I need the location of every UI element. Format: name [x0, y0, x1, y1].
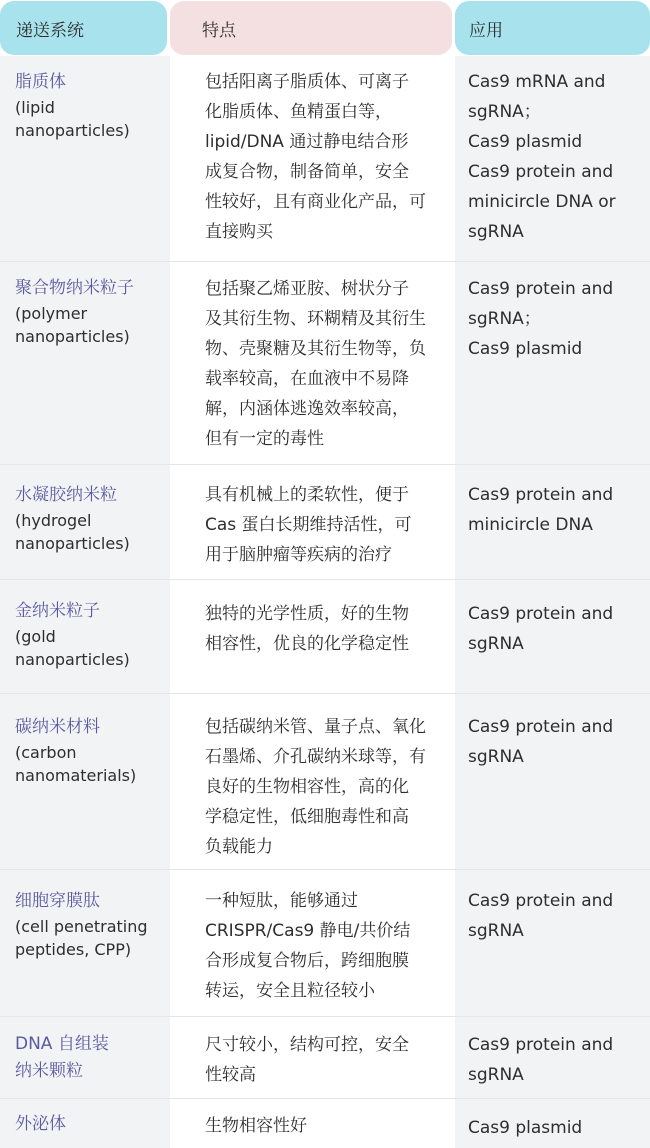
features-cell: 包括碳纳米管、量子点、氧化 石墨烯、介孔碳纳米球等，有 良好的生物相容性，高的化 学稳定性，低细胞毒性和高 负载能力 [205, 717, 426, 857]
application-cell: Cas9 mRNA and sgRNA； Cas9 plasmid Cas9 protein and minicircle DNA or sgRNA [468, 72, 616, 242]
system-name-cn: 聚合物纳米粒子 [15, 278, 134, 298]
header-delivery-system: 递送系统 [0, 1, 167, 55]
system-cell [15, 275, 165, 348]
system-cell [15, 69, 165, 142]
application-cell: Cas9 protein and sgRNA [468, 891, 614, 941]
system-name-cn: 细胞穿膜肽 [15, 891, 100, 911]
table-row [0, 465, 650, 579]
system-name-en: (gold nanoparticles) [15, 627, 130, 669]
application-cell: Cas9 protein and minicircle DNA [468, 485, 614, 535]
system-name-en: (carbon nanomaterials) [15, 743, 137, 785]
features-cell: 独特的光学性质，好的生物 相容性，优良的化学稳定性 [205, 604, 409, 654]
table-row [0, 580, 650, 693]
features-cell: 一种短肽，能够通过 CRISPR/Cas9 静电/共价结 合形成复合物后，跨细胞膜 转运，安全且粒径较小 [205, 891, 411, 1001]
table-row [0, 56, 650, 261]
table-header [0, 0, 650, 56]
header-features: 特点 [170, 1, 452, 55]
features-cell: 包括聚乙烯亚胺、树状分子 及其衍生物、环糊精及其衍生 物、壳聚糖及其衍生物等，负 载率较高，在血液中不易降 解，内涵体逃逸效率较高， 但有一定的毒性 [205, 279, 426, 449]
system-cell [15, 1031, 165, 1085]
features-cell: 具有机械上的柔软性，便于 Cas 蛋白长期维持活性，可 用于脑肿瘤等疾病的治疗 [205, 485, 412, 565]
system-name-en: (lipid nanoparticles) [15, 98, 130, 140]
application-cell: Cas9 plasmid [468, 1118, 583, 1138]
system-name-cn: 水凝胶纳米粒 [15, 485, 117, 505]
table-row [0, 262, 650, 464]
system-name-cn: 碳纳米材料 [15, 717, 100, 737]
application-cell: Cas9 protein and sgRNA [468, 604, 614, 654]
system-name-en: (polymer nanoparticles) [15, 304, 130, 346]
header-application: 应用 [455, 1, 650, 55]
application-cell: Cas9 protein and sgRNA [468, 717, 614, 767]
system-name-cn: 外泌体 [15, 1114, 66, 1134]
system-name-cn: 金纳米粒子 [15, 601, 100, 621]
features-cell: 尺寸较小，结构可控，安全 性较高 [205, 1035, 409, 1085]
table-row [0, 870, 650, 1016]
table-row [0, 1099, 650, 1148]
system-cell [15, 1111, 165, 1138]
system-name-en: (cell penetrating peptides, CPP) [15, 917, 148, 959]
table-row [0, 694, 650, 869]
application-cell: Cas9 protein and sgRNA； Cas9 plasmid [468, 279, 614, 359]
features-cell: 包括阳离子脂质体、可离子 化脂质体、鱼精蛋白等， lipid/DNA 通过静电结合形 成复合物，制备简单，安全 性较好，且有商业化产品，可 直接购买 [205, 72, 426, 242]
system-name-cn: DNA 自组装 纳米颗粒 [15, 1034, 109, 1081]
system-cell [15, 888, 165, 961]
features-cell: 生物相容性好 [205, 1116, 307, 1136]
system-name-cn: 脂质体 [15, 72, 66, 92]
system-name-en: (hydrogel nanoparticles) [15, 511, 130, 553]
table-row [0, 1017, 650, 1098]
application-cell: Cas9 protein and sgRNA [468, 1035, 614, 1085]
system-cell [15, 482, 165, 555]
system-cell [15, 714, 165, 787]
system-cell [15, 598, 165, 671]
